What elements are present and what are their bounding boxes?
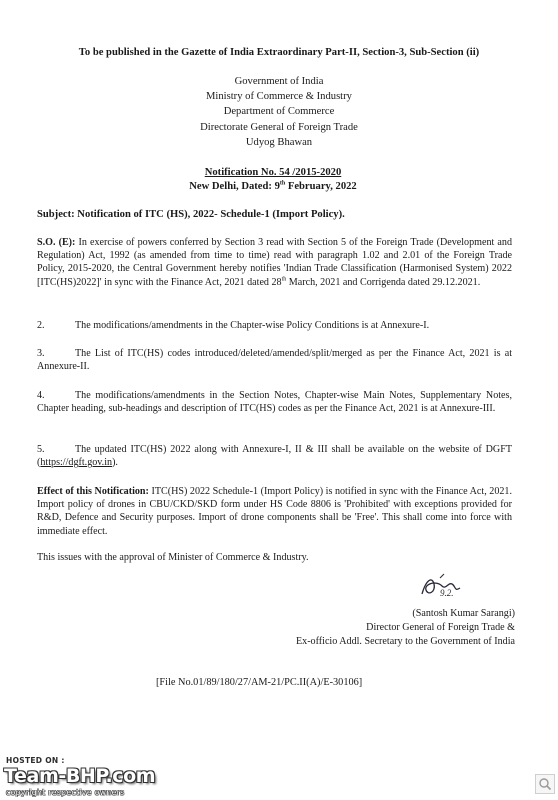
para-text: The modifications/amendments in the Section Notes, Chapter-wise Main Notes, Supplementary Notes, Chapter heading, sub-headings and description of ITC(HS) codes as per the Finance Act, 2021 is at Annexure-III.: [37, 390, 512, 415]
header-line-ministry: Ministry of Commerce & Industry: [206, 91, 352, 102]
effect-paragraph: [37, 485, 512, 538]
para-number: 5.: [37, 444, 45, 455]
notification-number: [0, 166, 552, 180]
para-text: The List of ITC(HS) codes introduced/deleted/amended/split/merged as per the Finance Act, 2021 is at Annexure-II.: [37, 348, 512, 373]
date-suffix: February, 2022: [285, 181, 357, 192]
zoom-icon: [536, 775, 554, 793]
signatory-name: (Santosh Kumar Sarangi): [412, 608, 515, 619]
so-label: S.O. (E):: [37, 237, 76, 248]
date-sup: th: [279, 180, 286, 187]
notification-number-text: Notification No. 54 /2015-2020: [204, 167, 342, 178]
subject-line: Subject: Notification of ITC (HS), 2022- Schedule-1 (Import Policy).: [37, 209, 345, 220]
file-number: [File No.01/89/180/27/AM-21/PC.II(A)/E-30106]: [156, 677, 363, 688]
so-text-1: In exercise of powers conferred by Section 3 read with Section 5 of the Foreign Trade (Development and Regulation) Act, 1992 (as amended from time to time) read with paragraph 1.02 and 2.01 of the Foreign Trade Policy, 2015-2020, the Central Government hereby notifies 'Indian Trade Classification (Harmonised System) 2022 [ITC(HS)2022]' in sync with the Finance Act, 2021 dated 28: [37, 237, 512, 288]
header-line-directorate: Directorate General of Foreign Trade: [200, 122, 358, 133]
signatory-block: [195, 607, 515, 650]
watermark-copyright: copyright respective owners: [6, 788, 125, 797]
gazette-heading: To be published in the Gazette of India Extraordinary Part-II, Section-3, Sub-Section (ii): [78, 47, 480, 58]
para-3: [37, 347, 512, 373]
so-text-2: March, 2021 and Corrigenda dated 29.12.2021.: [286, 276, 481, 288]
watermark-hosted-on: HOSTED ON :: [6, 756, 65, 765]
para-2: [37, 319, 512, 332]
zoom-button[interactable]: [535, 774, 555, 794]
signatory-designation-1: Director General of Foreign Trade &: [366, 622, 515, 634]
para-number: 4.: [37, 390, 45, 401]
approval-line: This issues with the approval of Minister of Commerce & Industry.: [37, 552, 309, 563]
header-line-government: Government of India: [234, 76, 324, 87]
para-number: 2.: [37, 320, 45, 331]
watermark-brand: Team-BHP.com: [4, 765, 156, 787]
so-sup: th: [281, 276, 287, 283]
header-line-department: Department of Commerce: [223, 106, 335, 117]
para-text-end: ).: [112, 457, 118, 469]
date-prefix: New Delhi, Dated: 9: [189, 181, 280, 192]
effect-text: ITC(HS) 2022 Schedule-1 (Import Policy) is notified in sync with the Finance Act, 2021. Import policy of drones in CBU/CKD/SKD form under HS Code 8806 is 'Prohibited' with exceptions provided for R&D, Defence and Security purposes. Import of drone components shall be 'Free'. This shall come into force with immediate effect.: [37, 486, 512, 537]
para-text: The modifications/amendments in the Chapter-wise Policy Conditions is at Annexure-I.: [75, 320, 430, 331]
para-number: 3.: [37, 348, 45, 359]
notification-date: [0, 180, 552, 194]
para-5: [37, 443, 512, 469]
dgft-link[interactable]: https://dgft.gov.in: [40, 457, 113, 469]
para-4: [37, 389, 512, 415]
signature-date: 9.2.: [440, 588, 454, 598]
signatory-designation-2: Ex-officio Addl. Secretary to the Government of India: [295, 636, 515, 648]
para-text: The updated ITC(HS) 2022 along with Annexure-I, II & III shall be available on the website of DGFT (: [37, 444, 512, 469]
so-paragraph: [37, 236, 512, 289]
effect-label: Effect of this Notification:: [37, 486, 149, 497]
header-line-bhawan: Udyog Bhawan: [245, 137, 313, 148]
